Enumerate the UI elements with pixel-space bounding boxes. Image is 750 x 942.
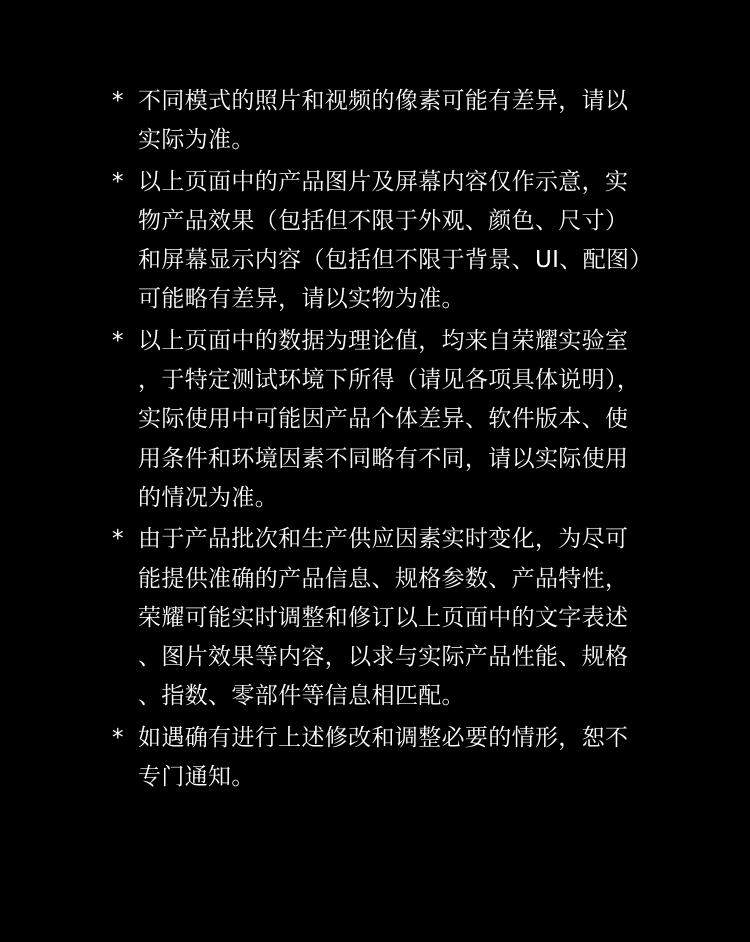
bullet-asterisk: * bbox=[112, 526, 124, 553]
disclaimer-item bbox=[112, 82, 647, 161]
bullet-asterisk: * bbox=[112, 168, 124, 195]
disclaimer-list bbox=[112, 82, 647, 799]
disclaimer-item bbox=[112, 719, 647, 798]
disclaimer-text: 以上页面中的产品图片及屏幕内容仅作示意，实物产品效果（包括但不限于外观、颜色、尺寸）和屏幕显示内容（包括但不限于背景、UI、配图）可能略有差异，请以实物为准。 bbox=[138, 168, 642, 313]
disclaimer-text: 如遇确有进行上述修改和调整必要的情形，恕不专门通知。 bbox=[138, 724, 629, 791]
disclaimer-text: 由于产品批次和生产供应因素实时变化，为尽可能提供准确的产品信息、规格参数、产品特性，荣耀可能实时调整和修订以上页面中的文字表述、图片效果等内容，以求与实际产品性能、规格、指数、零部件等信息相匹配。 bbox=[138, 526, 629, 710]
disclaimer-text: 以上页面中的数据为理论值，均来自荣耀实验室，于特定测试环境下所得（请见各项具体说明），实际使用中可能因产品个体差异、软件版本、使用条件和环境因素不同略有不同，请以实际使用的情况为准。 bbox=[138, 327, 641, 511]
bullet-asterisk: * bbox=[112, 88, 124, 114]
disclaimer-item bbox=[112, 520, 647, 716]
disclaimer-text: 不同模式的照片和视频的像素可能有差异，请以实际为准。 bbox=[138, 88, 629, 154]
bullet-asterisk: * bbox=[112, 327, 124, 354]
disclaimer-item bbox=[112, 322, 647, 518]
disclaimer-item bbox=[112, 163, 647, 320]
bullet-asterisk: * bbox=[112, 724, 124, 751]
